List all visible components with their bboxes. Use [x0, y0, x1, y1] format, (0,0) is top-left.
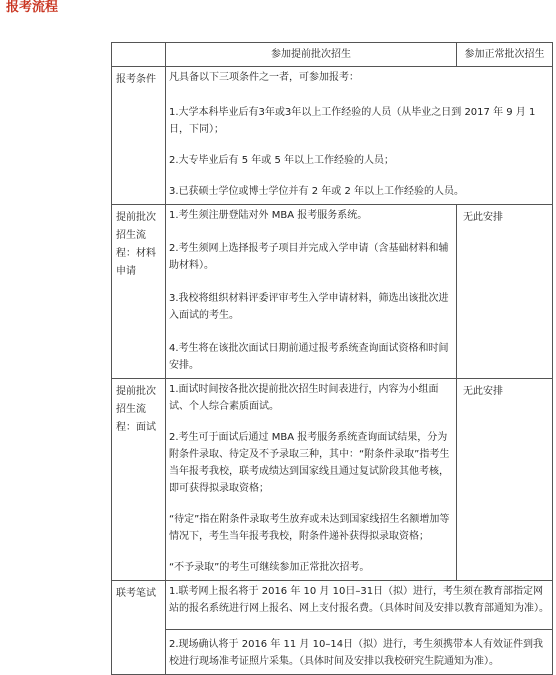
row-item: “待定”指在附条件录取考生放弃或未达到国家线招生名额增加等情况下，考生当年报考我校，附条件递补获得拟录取资格；: [169, 514, 450, 542]
row-label: 提前批次招生流程：材料申请: [112, 205, 166, 379]
header-cell-normal-batch: 参加正常批次招生: [457, 43, 553, 67]
row-item: 2.考生可于面试后通过 MBA 报考服务系统查询面试结果，分为附条件录取、待定及不予录取三种，其中：“附条件录取”指考生当年报考我校，联考成绩达到国家线且通过复试阶段其他考核，即可获得拟录取资格；: [169, 432, 450, 494]
row-label: 提前批次招生流程：面试: [112, 379, 166, 581]
row-item: “不予录取”的考生可继续参加正常批次招考。: [169, 562, 370, 573]
row-content: [166, 205, 457, 379]
row-item: 3.我校将组织材料评委评审考生入学申请材料，筛选出该批次进入面试的考生。: [169, 293, 449, 321]
admission-process-table: [111, 42, 553, 675]
row-content: [166, 630, 553, 675]
row-item: 凡具备以下三项条件之一者，可参加报考：: [169, 72, 359, 83]
table-header-row: [112, 43, 553, 67]
header-cell-early-batch: 参加提前批次招生: [166, 43, 457, 67]
row-item: 3.已获硕士学位或博士学位并有 2 年或 2 年以上工作经验的人员。: [169, 186, 464, 197]
page-title: 报考流程: [6, 0, 59, 15]
row-item: 4.考生将在该批次面试日期前通过报考系统查询面试资格和时间安排。: [169, 343, 449, 371]
row-item: 1.联考网上报名将于 2016 年 10 月 10日–31日（拟）进行，考生须在教育部指定网站的报名系统进行网上报名、网上支付报名费。（具体时间及安排以教育部通知为准）。: [169, 586, 549, 614]
normal-batch-cell: 无此安排: [457, 379, 553, 581]
row-content: [166, 581, 553, 630]
row-item: 2.现场确认将于 2016 年 11 月 10–14日（拟）进行，考生须携带本人有效证件到我校进行现场准考证照片采集。（具体时间及安排以我校研究生院通知为准）。: [169, 639, 544, 667]
table-row: [112, 379, 553, 581]
row-item: 1.面试时间按各批次提前批次招生时间表进行，内容为小组面试、个人综合素质面试。: [169, 384, 439, 412]
row-item: 2.大专毕业后有 5 年或 5 年以上工作经验的人员；: [169, 155, 394, 166]
table-row: [112, 581, 553, 630]
table-row: [112, 205, 553, 379]
row-item: 1.大学本科毕业后有3年或3年以上工作经验的人员（从毕业之日到 2017 年 9 月 1日，下同）；: [169, 107, 536, 135]
row-content: [166, 379, 457, 581]
table-row: [112, 630, 553, 675]
row-content: [166, 67, 553, 205]
row-label: 联考笔试: [112, 581, 166, 675]
table-row: [112, 67, 553, 205]
row-item: 1.考生须注册登陆对外 MBA 报考服务系统。: [169, 210, 368, 221]
header-cell-empty: [112, 43, 166, 67]
row-label: 报考条件: [112, 67, 166, 205]
row-item: 2.考生须网上选择报考子项目并完成入学申请（含基础材料和辅助材料）。: [169, 243, 449, 271]
normal-batch-cell: 无此安排: [457, 205, 553, 379]
